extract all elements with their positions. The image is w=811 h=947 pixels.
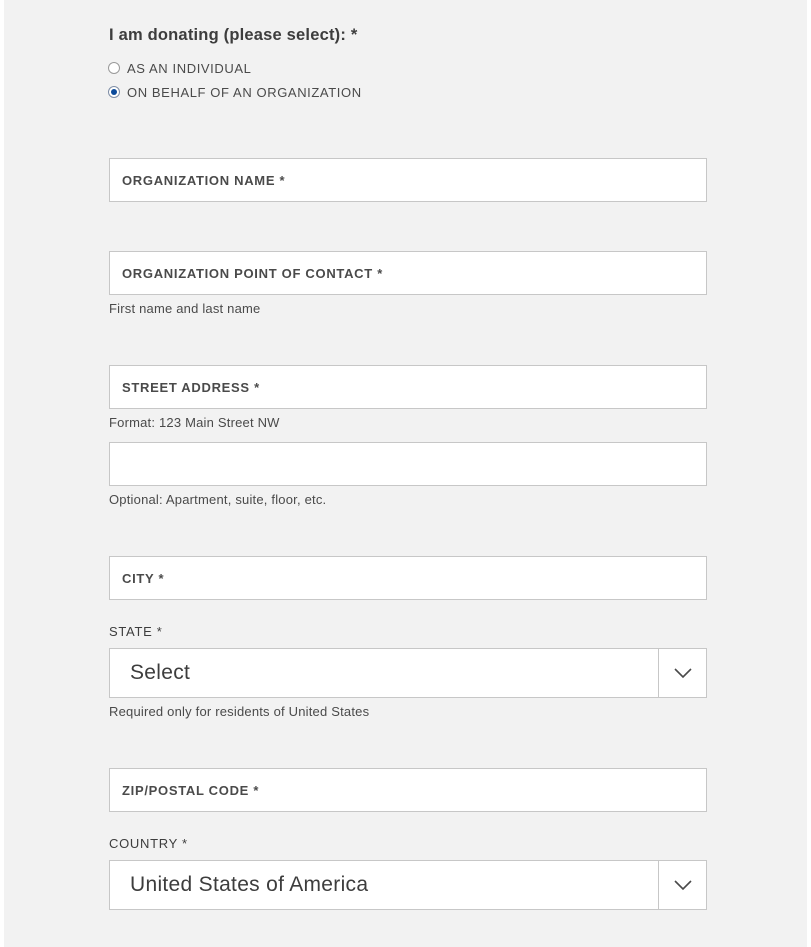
- point-of-contact-input[interactable]: [109, 251, 707, 295]
- radio-organization-label: ON BEHALF OF AN ORGANIZATION: [127, 84, 362, 100]
- chevron-down-icon[interactable]: [672, 877, 694, 893]
- country-select-value: United States of America: [130, 873, 369, 896]
- donor-type-question: I am donating (please select): *: [109, 26, 358, 44]
- organization-name-input[interactable]: [109, 158, 707, 202]
- point-of-contact-hint: First name and last name: [109, 301, 261, 316]
- state-label: STATE *: [109, 624, 163, 639]
- street-address-hint: Format: 123 Main Street NW: [109, 415, 280, 430]
- donation-form-panel: [4, 0, 807, 947]
- address-line-2-hint: Optional: Apartment, suite, floor, etc.: [109, 492, 327, 507]
- state-select-divider: [658, 649, 659, 697]
- city-placeholder: CITY *: [122, 570, 165, 586]
- chevron-down-icon[interactable]: [672, 665, 694, 681]
- point-of-contact-placeholder: ORGANIZATION POINT OF CONTACT *: [122, 265, 383, 281]
- state-hint: Required only for residents of United States: [109, 704, 370, 719]
- radio-option-individual[interactable]: [108, 60, 251, 76]
- organization-name-placeholder: ORGANIZATION NAME *: [122, 172, 286, 188]
- radio-individual-label: AS AN INDIVIDUAL: [127, 60, 252, 76]
- state-select-value: Select: [130, 661, 191, 684]
- street-address-placeholder: STREET ADDRESS *: [122, 379, 260, 395]
- city-input[interactable]: [109, 556, 707, 600]
- country-label: COUNTRY *: [109, 836, 188, 851]
- country-select[interactable]: [109, 860, 707, 910]
- zip-placeholder: ZIP/POSTAL CODE *: [122, 782, 260, 798]
- country-select-divider: [658, 861, 659, 909]
- zip-input[interactable]: [109, 768, 707, 812]
- radio-organization[interactable]: [108, 86, 120, 98]
- street-address-input[interactable]: [109, 365, 707, 409]
- address-line-2-input[interactable]: [109, 442, 707, 486]
- radio-option-organization[interactable]: [108, 84, 362, 100]
- state-select[interactable]: [109, 648, 707, 698]
- radio-individual[interactable]: [108, 62, 120, 74]
